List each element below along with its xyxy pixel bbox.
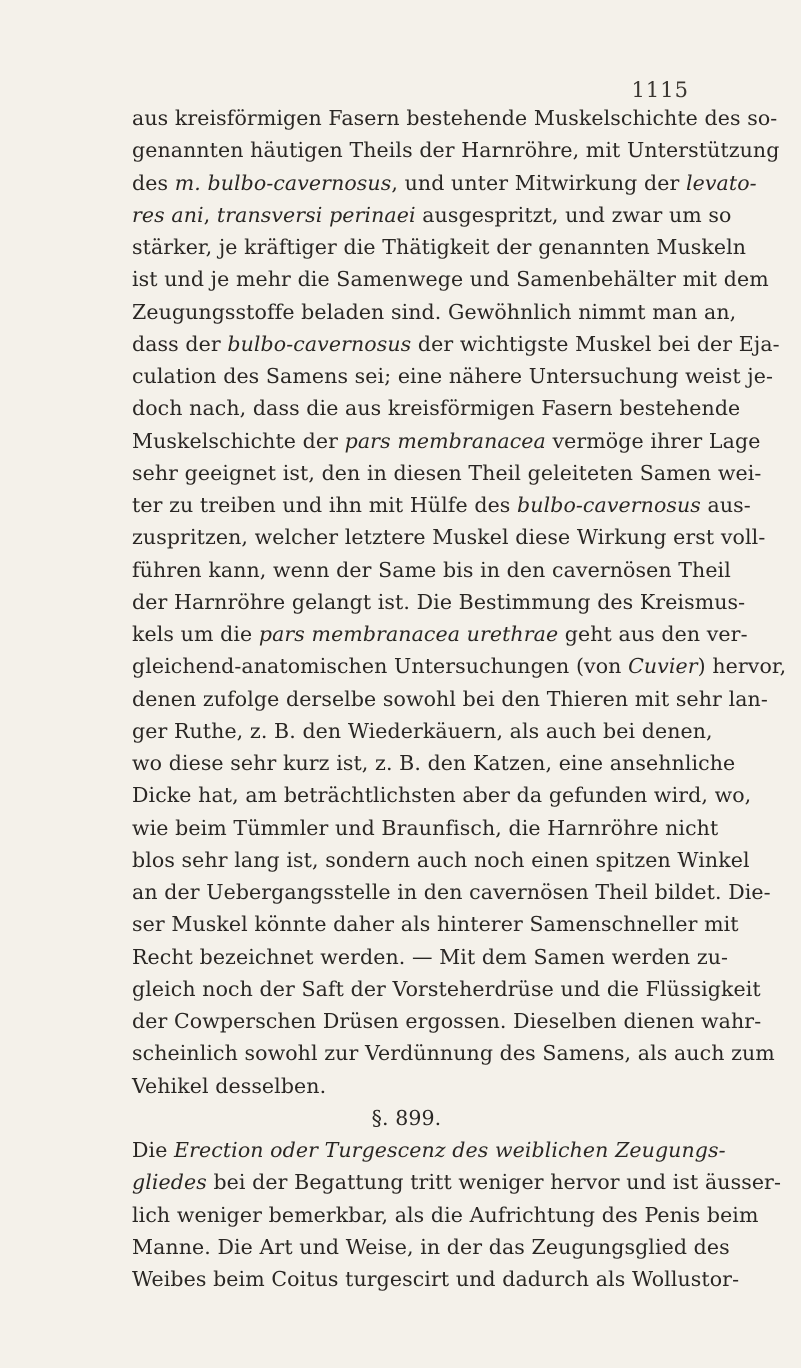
text-line: [132, 586, 746, 618]
text-run: Die: [132, 1138, 175, 1162]
italic-term: pars membranacea: [344, 428, 546, 453]
text-line: [132, 1134, 726, 1166]
text-line: [132, 779, 752, 811]
text-line: [132, 1037, 775, 1069]
text-line: [132, 296, 737, 328]
text-run: vermöge ihrer Lage: [545, 428, 761, 453]
text-line: [132, 102, 778, 134]
text-run: doch nach, dass die aus kreisförmigen Fasern bestehende: [132, 396, 741, 421]
italic-term: transversi perinaei: [216, 202, 416, 227]
text-run: Zeugungsstoffe beladen sind. Gewöhnlich nimmt man an,: [132, 299, 737, 324]
text-run: lich weniger bemerkbar, als die Aufrichtung des Penis beim: [132, 1202, 759, 1227]
text-line: [132, 1199, 759, 1231]
text-line: [132, 715, 713, 747]
text-line: [132, 1263, 740, 1295]
text-run: an der Uebergangsstelle in den cavernösen Theil bildet. Die-: [132, 880, 771, 904]
text-run: scheinlich sowohl zur Verdünnung des Samens, als auch zum: [132, 1041, 775, 1066]
text-run: gleich noch der Saft der Vorsteherdrüse und die Flüssigkeit: [132, 976, 761, 1001]
text-run: bei der Begattung tritt weniger hervor und ist äusser-: [206, 1170, 781, 1195]
text-line: [132, 231, 747, 263]
text-line: [132, 650, 787, 682]
text-run: ter zu treiben und ihn mit Hülfe des: [132, 493, 518, 517]
text-line: [132, 328, 780, 360]
text-run: denen zufolge derselbe sowohl bei den Thieren mit sehr lan-: [132, 686, 768, 711]
text-run: der Cowperschen Drüsen ergossen. Dieselben dienen wahr-: [132, 1009, 762, 1033]
italic-term: pars membranacea urethrae: [258, 622, 559, 646]
text-run: zuspritzen, welcher letztere Muskel diese Wirkung erst voll-: [132, 525, 766, 550]
page-number: 1115: [631, 78, 689, 102]
text-run: Dicke hat, am beträchtlichsten aber da gefunden wird, wo,: [132, 783, 752, 808]
text-run: wie beim Tümmler und Braunfisch, die Harnröhre nicht: [132, 815, 719, 840]
italic-term: bulbo-cavernosus: [227, 331, 412, 356]
text-line: [132, 199, 732, 231]
text-line: [132, 618, 748, 650]
text-line: [132, 360, 773, 392]
text-run: ausgespritzt, und zwar um so: [415, 202, 732, 227]
text-run: stärker, je kräftiger die Thätigkeit der genannten Muskeln: [132, 235, 747, 259]
section-heading: [132, 1102, 681, 1134]
text-run: ) hervor,: [697, 654, 787, 679]
text-line: [132, 521, 766, 553]
text-run: der wichtigste Muskel bei der Eja-: [411, 331, 780, 356]
text-run: sehr geeignet ist, den in diesen Theil geleiteten Samen wei-: [132, 460, 762, 485]
text-line: [132, 1070, 681, 1102]
italic-term: gliedes: [132, 1170, 207, 1195]
text-run: geht aus den ver-: [558, 622, 748, 646]
text-line: [132, 489, 751, 521]
text-run: genannten häutigen Theils der Harnröhre, mit Unterstützung: [132, 138, 780, 163]
text-run: blos sehr lang ist, sondern auch noch einen spitzen Winkel: [132, 847, 750, 872]
text-run: Weibes beim Coitus turgescirt und dadurch als Wollustor-: [132, 1267, 740, 1291]
italic-term: Cuvier: [628, 654, 698, 679]
italic-term: m. bulbo-cavernosus: [174, 170, 392, 195]
text-line: [132, 747, 736, 779]
text-run: ,: [203, 202, 217, 227]
text-line: [132, 554, 731, 586]
text-run: aus-: [700, 493, 751, 517]
italic-term: res ani: [132, 202, 204, 227]
text-line: [132, 876, 771, 908]
text-line: [132, 1005, 762, 1037]
text-run: §. 899.: [371, 1105, 442, 1130]
text-run: Manne. Die Art und Weise, in der das Zeugungsglied des: [132, 1234, 730, 1259]
text-line: [132, 457, 762, 489]
text-run: des: [132, 170, 175, 195]
text-line: [132, 844, 750, 876]
text-run: führen kann, wenn der Same bis in den cavernösen Theil: [132, 557, 731, 582]
text-run: ist und je mehr die Samenwege und Samenbehälter mit dem: [132, 267, 769, 292]
text-line: [132, 941, 729, 973]
text-line: [132, 263, 769, 295]
text-line: [132, 1231, 730, 1263]
text-line: [132, 167, 757, 199]
text-line: [132, 1166, 781, 1198]
text-line: [132, 683, 768, 715]
text-line: [132, 812, 719, 844]
text-run: aus kreisförmigen Fasern bestehende Muskelschichte des so-: [132, 106, 778, 130]
text-run: ser Muskel könnte daher als hinterer Samenschneller mit: [132, 912, 739, 937]
text-run: dass der: [132, 331, 228, 356]
text-run: der Harnröhre gelangt ist. Die Bestimmung des Kreismus-: [132, 589, 746, 614]
text-line: [132, 392, 741, 424]
text-run: kels um die: [132, 622, 259, 646]
text-run: wo diese sehr kurz ist, z. B. den Katzen, eine ansehnliche: [132, 751, 736, 775]
text-run: gleichend-anatomischen Untersuchungen (von: [132, 654, 629, 679]
italic-term: bulbo-cavernosus: [517, 493, 701, 517]
text-run: Vehikel desselben.: [132, 1073, 327, 1098]
text-run: Recht bezeichnet werden. — Mit dem Samen werden zu-: [132, 944, 729, 969]
text-run: Muskelschichte der: [132, 428, 345, 453]
text-line: [132, 425, 761, 457]
italic-term: levato-: [685, 170, 757, 195]
text-run: ger Ruthe, z. B. den Wiederkäuern, als auch bei denen,: [132, 718, 713, 743]
text-run: culation des Samens sei; eine nähere Untersuchung weist je-: [132, 364, 773, 388]
text-line: [132, 908, 739, 940]
text-line: [132, 973, 761, 1005]
text-line: [132, 134, 780, 166]
italic-term: Erection oder Turgescenz des weiblichen Zeugungs-: [174, 1138, 726, 1162]
text-run: , und unter Mitwirkung der: [391, 170, 686, 195]
